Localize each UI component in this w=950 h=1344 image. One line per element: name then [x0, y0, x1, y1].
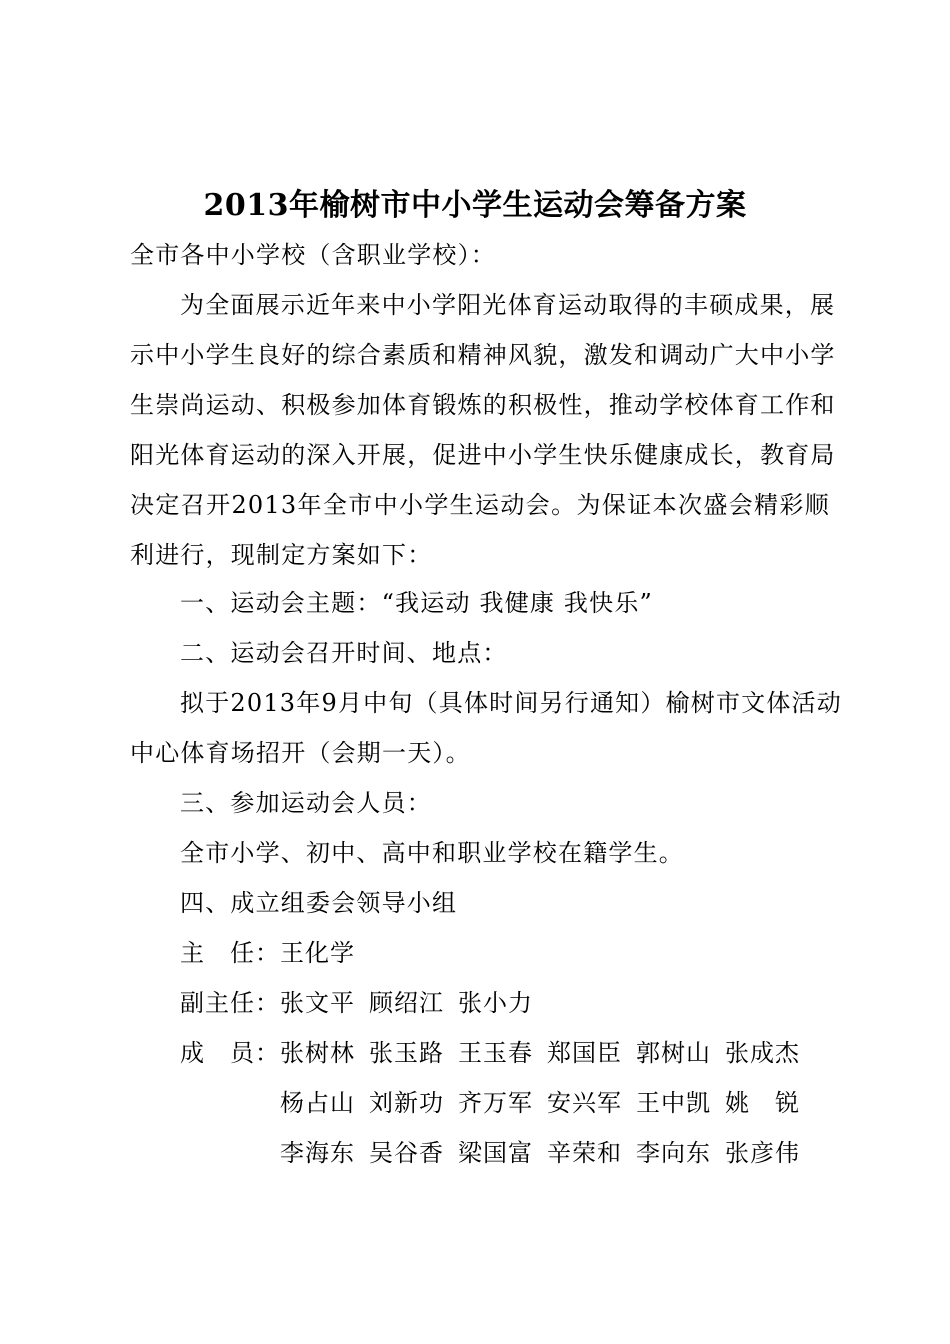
deputy-label: 副主任：	[180, 989, 280, 1017]
section-participants-heading: 三、参加运动会人员：	[180, 789, 432, 817]
members-line-3	[280, 1128, 814, 1178]
document-title: 2013年榆树市中小学生运动会筹备方案	[203, 188, 747, 223]
member-name: 齐万军	[458, 1089, 533, 1117]
member-name: 郑国臣	[547, 1039, 622, 1067]
member-name: 梁国富	[458, 1139, 533, 1167]
section-time-place-line-2: 中心体育场招开（会期一天）。	[130, 739, 471, 767]
intro-line-2: 示中小学生良好的综合素质和精神风貌，激发和调动广大中小学	[130, 341, 836, 369]
member-name: 王玉春	[458, 1039, 533, 1067]
member-name: 李向东	[636, 1139, 711, 1167]
deputy-name: 张小力	[458, 989, 533, 1017]
director-row	[180, 928, 369, 978]
intro-line-6: 利进行，现制定方案如下：	[130, 541, 433, 569]
member-name: 辛荣和	[547, 1139, 622, 1167]
members-label: 成 员：	[180, 1039, 280, 1067]
intro-line-1: 为全面展示近年来中小学阳光体育运动取得的丰硕成果，展	[180, 291, 836, 319]
deputy-name: 顾绍江	[369, 989, 444, 1017]
director-label: 主 任：	[180, 939, 280, 967]
member-name: 杨占山	[280, 1089, 355, 1117]
member-name: 李海东	[280, 1139, 355, 1167]
section-time-place-heading: 二、运动会召开时间、地点：	[180, 639, 508, 667]
member-name: 王中凯	[636, 1089, 711, 1117]
member-name: 张树林	[280, 1039, 355, 1067]
section-participants-body: 全市小学、初中、高中和职业学校在籍学生。	[180, 839, 684, 867]
members-line-1	[280, 1028, 814, 1078]
section-time-place-line-1: 拟于2013年9月中旬（具体时间另行通知）榆树市文体活动	[180, 689, 842, 717]
member-name: 吴谷香	[369, 1139, 444, 1167]
member-name: 姚 锐	[725, 1089, 800, 1117]
deputy-row	[180, 978, 547, 1028]
member-name: 张成杰	[725, 1039, 800, 1067]
members-line-2	[280, 1078, 814, 1128]
section-committee-heading: 四、成立组委会领导小组	[180, 889, 458, 917]
intro-line-5: 决定召开2013年全市中小学生运动会。为保证本次盛会精彩顺	[130, 491, 830, 519]
member-name: 安兴军	[547, 1089, 622, 1117]
deputy-name: 张文平	[280, 989, 355, 1017]
member-name: 张玉路	[369, 1039, 444, 1067]
members-row	[180, 1028, 280, 1078]
intro-line-4: 阳光体育运动的深入开展，促进中小学生快乐健康成长，教育局	[130, 441, 836, 469]
member-name: 张彦伟	[725, 1139, 800, 1167]
section-theme: 一、运动会主题：“我运动 我健康 我快乐”	[180, 589, 653, 617]
intro-line-3: 生崇尚运动、积极参加体育锻炼的积极性，推动学校体育工作和	[130, 391, 836, 419]
member-name: 郭树山	[636, 1039, 711, 1067]
salutation: 全市各中小学校（含职业学校）：	[130, 241, 496, 269]
director-name: 王化学	[280, 939, 355, 967]
member-name: 刘新功	[369, 1089, 444, 1117]
